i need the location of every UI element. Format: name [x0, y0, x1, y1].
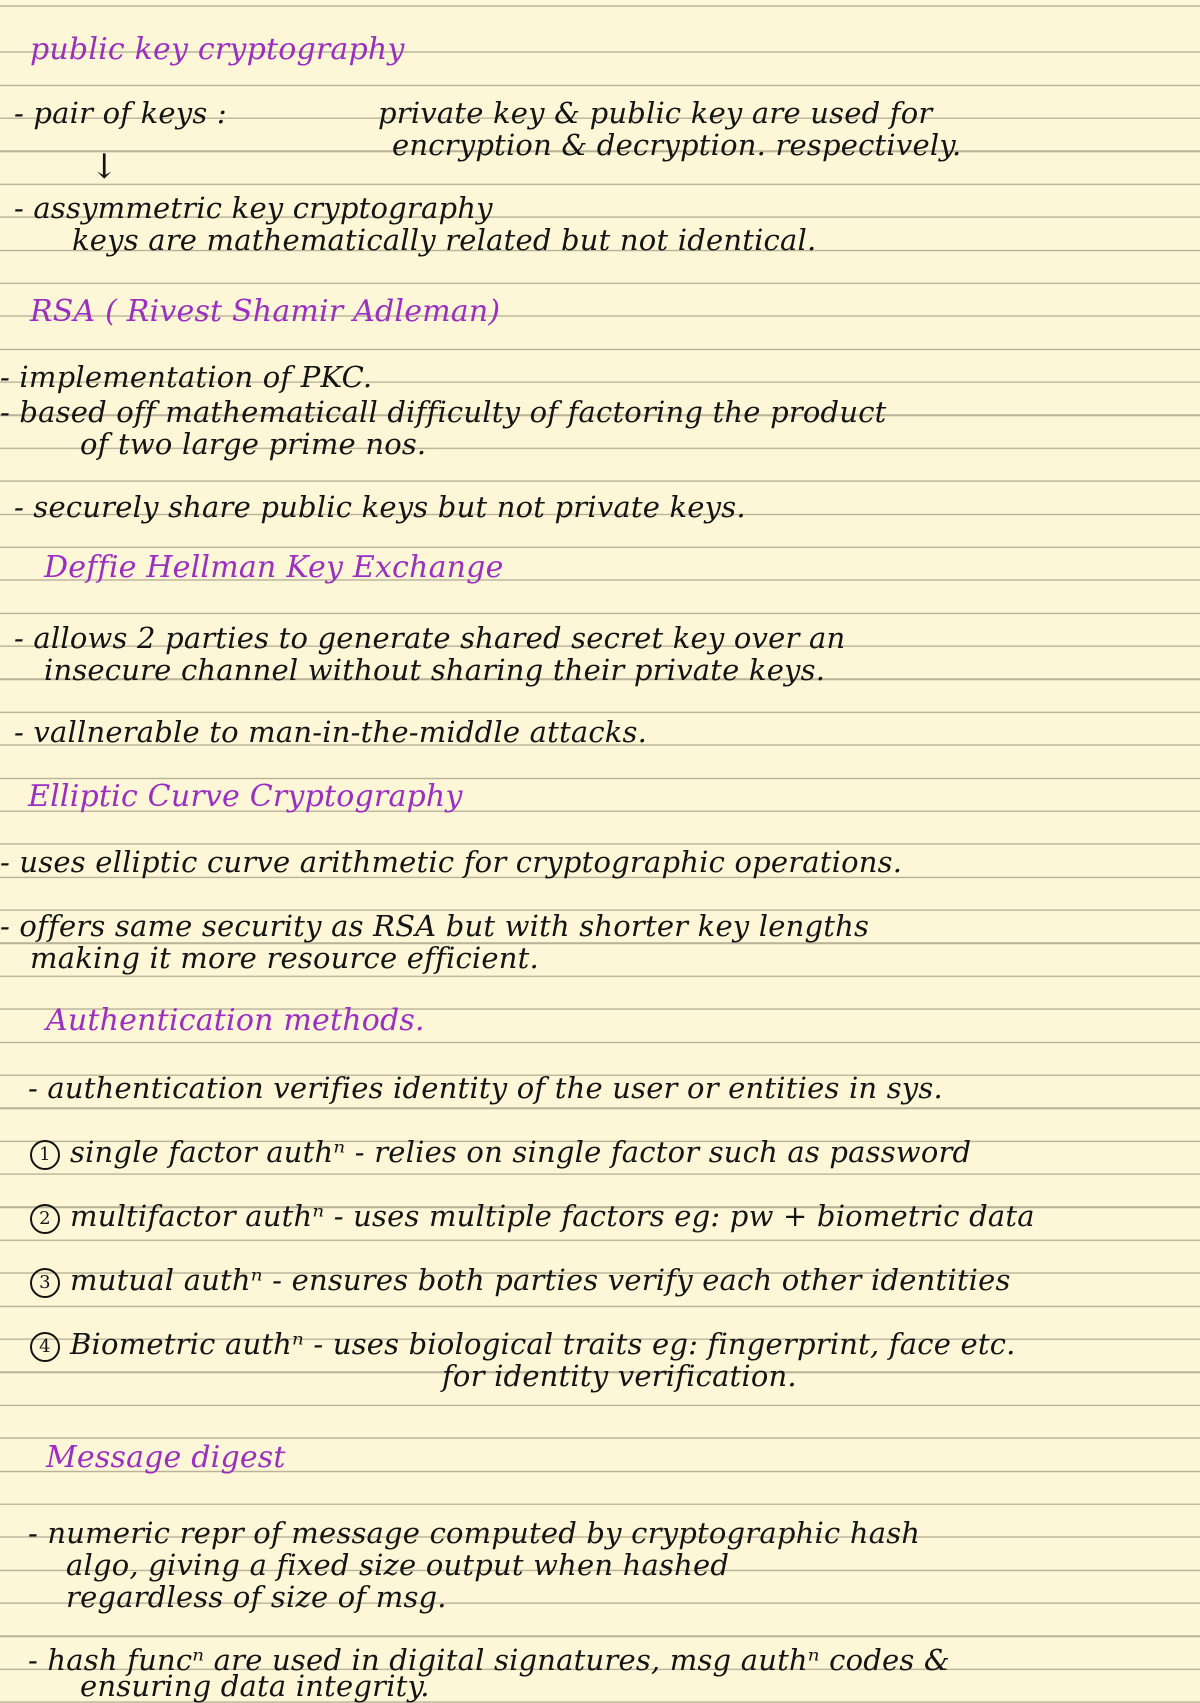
md-line-2: algo, giving a fixed size output when hashed [66, 1548, 730, 1582]
heading-authentication-methods: Authentication methods. [46, 1003, 425, 1038]
pkc-line-4: keys are mathematically related but not identical. [72, 223, 817, 257]
heading-public-key-cryptography: public key cryptography [30, 32, 405, 67]
auth-item-4-continued: for identity verification. [442, 1359, 797, 1393]
auth-line-1: - authentication verifies identity of the user or entities in sys. [28, 1071, 943, 1105]
pkc-line-2: encryption & decryption. respectively. [392, 128, 962, 162]
heading-rsa: RSA ( Rivest Shamir Adleman) [30, 294, 501, 329]
item-number-badge: 4 [30, 1332, 60, 1362]
md-line-4: - hash funcⁿ are used in digital signatures, msg authⁿ codes & [28, 1643, 950, 1677]
md-line-5: ensuring data integrity. [80, 1669, 430, 1703]
pkc-line-1: - pair of keys : [14, 96, 227, 130]
ecc-line-3: making it more resource efficient. [30, 941, 539, 975]
pkc-line-1-keys: private key & public key are used for [378, 96, 933, 130]
heading-message-digest: Message digest [46, 1440, 286, 1475]
dh-line-1: - allows 2 parties to generate shared secret key over an [14, 621, 846, 655]
md-line-3: regardless of size of msg. [66, 1580, 447, 1614]
auth-item-text: mutual authⁿ - ensures both parties verify each other identities [70, 1263, 1011, 1297]
rsa-line-4: - securely share public keys but not private keys. [14, 490, 746, 524]
dh-line-3: - vallnerable to man-in-the-middle attacks. [14, 715, 648, 749]
down-arrow-icon: ↓ [90, 147, 119, 187]
rsa-line-2: - based off mathematicall difficulty of factoring the product [0, 395, 887, 429]
item-number-badge: 2 [30, 1204, 60, 1234]
auth-item-text: multifactor authⁿ - uses multiple factors eg: pw + biometric data [70, 1199, 1035, 1233]
rsa-line-3: of two large prime nos. [80, 427, 427, 461]
pkc-line-3: - assymmetric key cryptography [14, 191, 493, 225]
auth-item-4 [30, 1328, 1016, 1362]
ecc-line-2: - offers same security as RSA but with shorter key lengths [0, 909, 870, 943]
ecc-line-1: - uses elliptic curve arithmetic for cryptographic operations. [0, 845, 903, 879]
auth-item-text: single factor authⁿ - relies on single factor such as password [70, 1135, 972, 1169]
dh-line-2: insecure channel without sharing their private keys. [44, 653, 826, 687]
item-number-badge: 1 [30, 1140, 60, 1170]
auth-item-text: Biometric authⁿ - uses biological traits eg: fingerprint, face etc. [70, 1327, 1016, 1361]
heading-diffie-hellman: Deffie Hellman Key Exchange [44, 550, 504, 585]
heading-elliptic-curve: Elliptic Curve Cryptography [28, 779, 463, 814]
md-line-1: - numeric repr of message computed by cryptographic hash [28, 1516, 921, 1550]
auth-item-2 [30, 1200, 1035, 1234]
rsa-line-1: - implementation of PKC. [0, 360, 373, 394]
auth-item-1 [30, 1136, 971, 1170]
item-number-badge: 3 [30, 1268, 60, 1298]
auth-item-3 [30, 1264, 1011, 1298]
